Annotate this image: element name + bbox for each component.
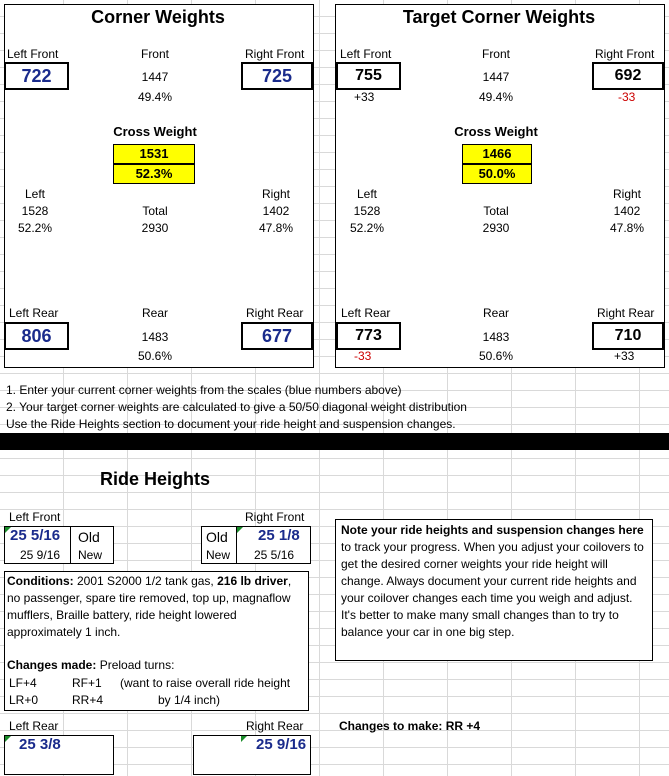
- tw-rr-diff: +33: [614, 349, 635, 363]
- comment-marker-icon: [241, 736, 247, 742]
- changes-to-make: Changes to make: RR +4: [339, 719, 481, 733]
- instruction-line-2: 2. Your target corner weights are calculated to give a 50/50 diagonal weight distribution: [6, 400, 467, 414]
- corner-weights-title: Corner Weights: [91, 7, 225, 27]
- cw-rear-pct: 50.6%: [137, 349, 173, 363]
- instruction-line-1: 1. Enter your current corner weights from the scales (blue numbers above): [6, 383, 402, 397]
- cw-total-label: Total: [142, 204, 168, 218]
- tw-rr-label: Right Rear: [597, 306, 655, 320]
- conditions-label: Conditions:: [7, 574, 74, 588]
- cw-cross-label: Cross Weight: [113, 124, 197, 139]
- cw-right-pct: 47.8%: [258, 221, 294, 235]
- rh-rf-new-label: New: [206, 548, 231, 562]
- cw-left-label: Left: [24, 187, 45, 201]
- tw-right-label: Right: [612, 187, 641, 201]
- tw-rf-label: Right Front: [595, 47, 655, 61]
- note-bold: Note your ride heights and suspension changes here: [341, 523, 644, 537]
- tw-left-value: 1528: [353, 204, 381, 218]
- tw-right-pct: 47.8%: [609, 221, 645, 235]
- tw-total-value: 2930: [482, 221, 510, 235]
- cw-left-value: 1528: [21, 204, 49, 218]
- conditions-driver: 216 lb driver: [217, 574, 288, 588]
- comment-marker-icon: [5, 736, 11, 742]
- tw-rf-value: 692: [592, 62, 664, 90]
- tw-lr-value: 773: [336, 322, 401, 350]
- rh-rf-label: Right Front: [245, 510, 305, 524]
- lr-change: LR+0: [9, 693, 39, 707]
- changes-note: (want to raise overall ride height: [120, 676, 291, 690]
- rh-lf-divider: [70, 526, 71, 564]
- conditions-text[interactable]: [7, 573, 305, 641]
- rh-lf-new-label: New: [78, 548, 103, 562]
- tw-left-label: Left: [356, 187, 377, 201]
- cw-rr-input[interactable]: 677: [241, 322, 313, 350]
- tw-lf-value: 755: [336, 62, 401, 90]
- tw-lf-label: Left Front: [340, 47, 392, 61]
- cw-right-value: 1402: [262, 204, 290, 218]
- rh-lf-old-label: Old: [78, 529, 100, 545]
- cw-lf-input[interactable]: 722: [4, 62, 69, 90]
- conditions-part-1: 2001 S2000 1/2 tank gas,: [73, 574, 218, 588]
- cw-right-label: Right: [261, 187, 290, 201]
- cw-front-label: Front: [140, 47, 169, 61]
- changes-made-label: Changes made:: [7, 658, 97, 672]
- cw-rear-value: 1483: [141, 330, 169, 344]
- cw-front-value: 1447: [141, 70, 169, 84]
- rh-rf-new-input[interactable]: 25 5/16: [254, 548, 295, 562]
- tw-left-pct: 52.2%: [349, 221, 385, 235]
- rh-lf-label: Left Front: [9, 510, 61, 524]
- tw-rear-value: 1483: [482, 330, 510, 344]
- cw-rf-label: Right Front: [245, 47, 305, 61]
- cw-lf-label: Left Front: [7, 47, 59, 61]
- rh-lf-old-input[interactable]: 25 5/16: [10, 527, 61, 544]
- rh-rr-label: Right Rear: [246, 719, 304, 733]
- section-divider: [0, 433, 669, 450]
- changes-note-2: by 1/4 inch): [158, 693, 221, 707]
- tw-lf-diff: +33: [354, 90, 375, 104]
- changes-made-intro: Preload turns:: [96, 658, 175, 672]
- rh-rf-old-input[interactable]: 25 1/8: [258, 527, 300, 544]
- tw-cross-pct: 50.0%: [462, 164, 532, 184]
- lf-change: LF+4: [9, 676, 37, 690]
- target-weights-title: Target Corner Weights: [402, 7, 596, 27]
- tw-cross-label: Cross Weight: [454, 124, 538, 139]
- rh-lr-label: Left Rear: [9, 719, 59, 733]
- cw-lr-label: Left Rear: [9, 306, 59, 320]
- rf-change: RF+1: [72, 676, 102, 690]
- tw-front-value: 1447: [482, 70, 510, 84]
- tw-rear-pct: 50.6%: [478, 349, 514, 363]
- rh-rf-old-label: Old: [206, 529, 228, 545]
- tw-rf-diff: -33: [618, 90, 636, 104]
- conditions-part-2: , no passenger, spare tire removed, top up, magnaflow mufflers, Braille battery, ride height lowered approximately 1 inch.: [7, 574, 292, 639]
- cw-cross-pct: 52.3%: [113, 164, 195, 184]
- instruction-line-3: Use the Ride Heights section to document your ride height and suspension changes.: [6, 417, 456, 431]
- tw-rear-label: Rear: [482, 306, 509, 320]
- tw-front-label: Front: [481, 47, 510, 61]
- tw-front-pct: 49.4%: [478, 90, 514, 104]
- rh-lr-input[interactable]: 25 3/8: [19, 736, 61, 753]
- cw-rf-input[interactable]: 725: [241, 62, 313, 90]
- cw-lr-input[interactable]: 806: [4, 322, 69, 350]
- tw-lr-label: Left Rear: [341, 306, 391, 320]
- cw-left-pct: 52.2%: [17, 221, 53, 235]
- rh-rr-input[interactable]: 25 9/16: [256, 736, 307, 753]
- cw-rr-label: Right Rear: [246, 306, 304, 320]
- ride-heights-title: Ride Heights: [99, 469, 210, 489]
- tw-rr-value: 710: [592, 322, 664, 350]
- rh-lf-new-input[interactable]: 25 9/16: [20, 548, 61, 562]
- tw-right-value: 1402: [613, 204, 641, 218]
- tw-total-label: Total: [483, 204, 509, 218]
- rr-change: RR+4: [72, 693, 104, 707]
- changes-made-line: [7, 658, 174, 672]
- cw-front-pct: 49.4%: [137, 90, 173, 104]
- tw-cross-value: 1466: [462, 144, 532, 164]
- cw-total-value: 2930: [141, 221, 169, 235]
- comment-marker-icon: [237, 527, 243, 533]
- tw-lr-diff: -33: [354, 349, 372, 363]
- note-box: [335, 519, 653, 661]
- note-text: to track your progress. When you adjust your coilovers to get the desired corner weights your ride height will change. Always document your current ride heights and your coilover changes each time you weigh and adjust. It's better to make many small changes than to try to balance your car in one big step.: [341, 540, 644, 639]
- cw-rear-label: Rear: [141, 306, 168, 320]
- cw-cross-value: 1531: [113, 144, 195, 164]
